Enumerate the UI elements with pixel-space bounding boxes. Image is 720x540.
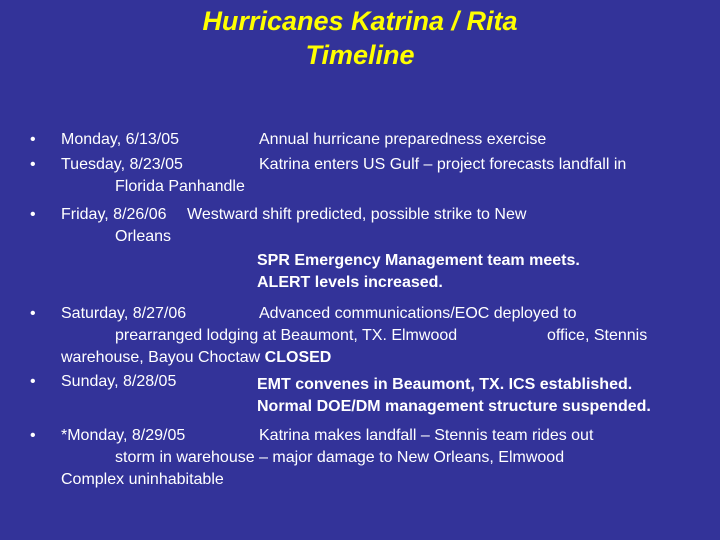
item-date: *Monday, 8/29/05 — [61, 427, 186, 444]
slide-title — [0, 4, 720, 72]
title-line-2: Timeline — [305, 40, 415, 70]
bullet-icon: • — [30, 206, 36, 223]
closed-label: CLOSED — [264, 349, 332, 366]
bullet-icon: • — [30, 427, 36, 444]
item-date: Tuesday, 8/23/05 — [61, 156, 183, 173]
item-text: Advanced communications/EOC deployed to — [259, 305, 577, 322]
item-date: Sunday, 8/28/05 — [61, 373, 177, 390]
item-text-cont: Complex uninhabitable — [61, 471, 224, 488]
item-text-cont: Orleans — [115, 228, 172, 245]
item-date: Saturday, 8/27/06 — [61, 305, 187, 322]
item-note: Normal DOE/DM management structure suspended. — [257, 398, 651, 415]
bullet-icon: • — [30, 156, 36, 173]
item-text-plain: warehouse, Bayou Choctaw — [61, 349, 265, 366]
bullet-icon: • — [30, 373, 36, 390]
bullet-icon: • — [30, 131, 36, 148]
item-text: Katrina makes landfall – Stennis team rides out — [259, 427, 594, 444]
item-text-cont: prearranged lodging at Beaumont, TX. Elmwood — [115, 327, 458, 344]
item-note: EMT convenes in Beaumont, TX. ICS established. — [257, 376, 633, 393]
item-text-cont — [61, 348, 331, 368]
item-text-cont: Florida Panhandle — [115, 178, 245, 195]
title-line-1: Hurricanes Katrina / Rita — [202, 6, 518, 36]
item-date: Friday, 8/26/06 — [61, 206, 167, 223]
bullet-icon: • — [30, 305, 36, 322]
item-date: Monday, 6/13/05 — [61, 131, 180, 148]
item-text: Annual hurricane preparedness exercise — [259, 131, 547, 148]
item-note: SPR Emergency Management team meets. — [257, 252, 580, 269]
item-text: Westward shift predicted, possible strike to New — [187, 206, 527, 223]
item-note: ALERT levels increased. — [257, 274, 443, 291]
item-text-cont: office, Stennis — [547, 327, 648, 344]
item-text-cont: storm in warehouse – major damage to New Orleans, Elmwood — [115, 449, 565, 466]
item-text: Katrina enters US Gulf – project forecasts landfall in — [259, 156, 627, 173]
